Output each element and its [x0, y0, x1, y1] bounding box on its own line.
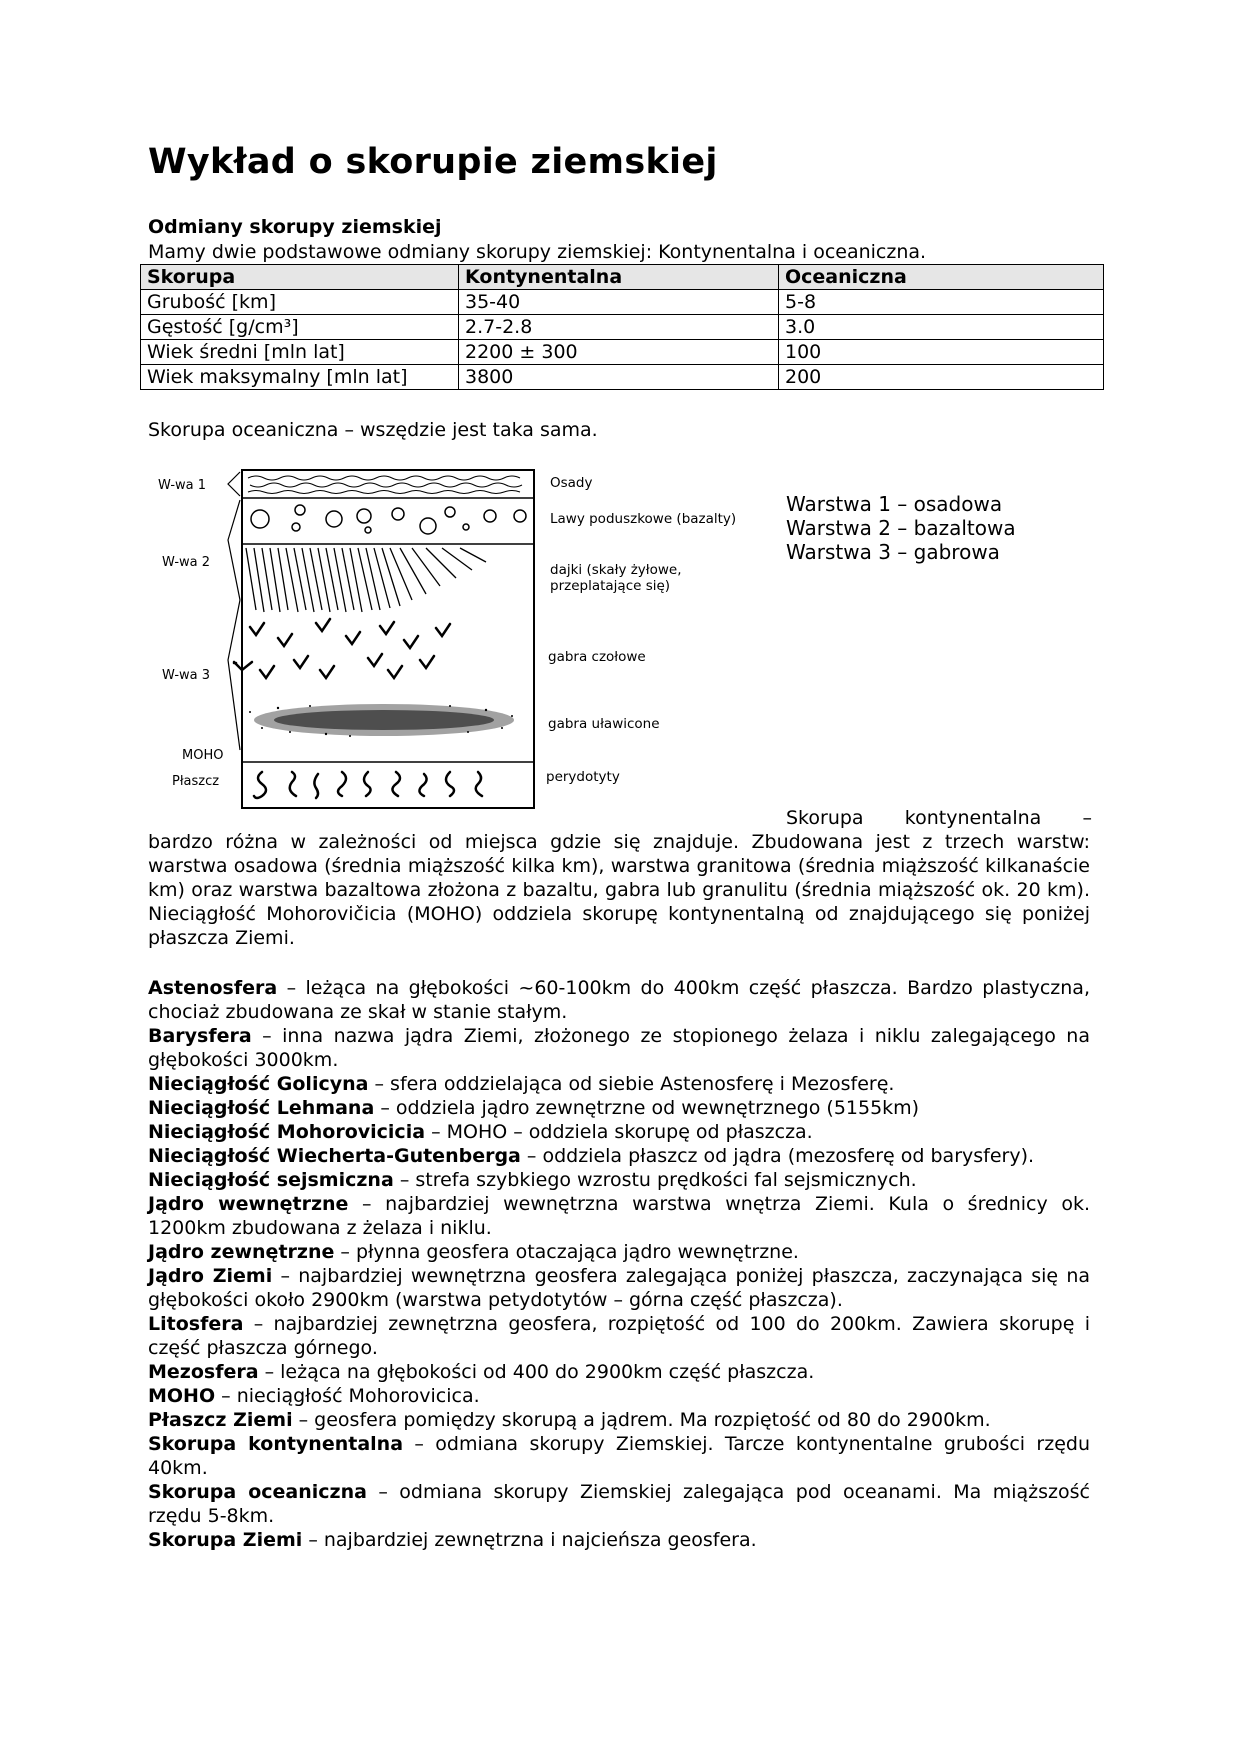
glossary-entry: [148, 1240, 1090, 1264]
table-header-row: [141, 265, 1104, 290]
glossary-definition: – oddziela jądro zewnętrzne od wewnętrznego (5155km): [374, 1097, 920, 1119]
table-row: [141, 365, 1104, 390]
glossary-definition: – najbardziej wewnętrzna warstwa wnętrza Ziemi. Kula o średnicy ok. 1200km zbudowana z żelaza i niklu.: [148, 1193, 1090, 1239]
continental-head-word: kontynentalna: [904, 807, 1042, 829]
glossary-term: Nieciągłość Mohorovicicia: [148, 1121, 426, 1143]
glossary-entry: [148, 1024, 1090, 1072]
table-cell: 3.0: [779, 315, 1104, 340]
table-header-cell: Skorupa: [141, 265, 459, 290]
glossary-term: Skorupa Ziemi: [148, 1529, 303, 1551]
table-header-cell: Kontynentalna: [459, 265, 779, 290]
table-cell: 2.7-2.8: [459, 315, 779, 340]
table-cell: 5-8: [779, 290, 1104, 315]
glossary-definition: – geosfera pomiędzy skorupą a jądrem. Ma rozpiętość od 80 do 2900km.: [292, 1409, 991, 1431]
continental-crust-heading: [786, 806, 1092, 830]
glossary-entry: [148, 1480, 1090, 1528]
crust-comparison-table: [140, 264, 1104, 390]
glossary-entry: [148, 1096, 1090, 1120]
glossary-entry: [148, 1192, 1090, 1240]
glossary-definition: – odmiana skorupy Ziemskiej. Tarcze kontynentalne grubości rzędu 40km.: [148, 1433, 1090, 1479]
glossary-definition: – strefa szybkiego wzrostu prędkości fal sejsmicznych.: [393, 1169, 917, 1191]
glossary-term: Jądro Ziemi: [148, 1265, 273, 1287]
glossary-definition: – leżąca na głębokości od 400 do 2900km część płaszcza.: [258, 1361, 815, 1383]
glossary-term: Mezosfera: [148, 1361, 259, 1383]
glossary-term: Nieciągłość sejsmiczna: [148, 1169, 394, 1191]
glossary-definition: – najbardziej wewnętrzna geosfera zalegająca poniżej płaszcza, zaczynająca się na głębokości około 2900km (warstwa petydotytów – górna część płaszcza).: [148, 1265, 1091, 1311]
glossary-definition: – odmiana skorupy Ziemskiej zalegająca pod oceanami. Ma miąższość rzędu 5-8km.: [148, 1481, 1090, 1527]
glossary-entry: [148, 1168, 1090, 1192]
document-title: Wykład o skorupie ziemskiej: [148, 142, 718, 182]
oceanic-crust-statement: Skorupa oceaniczna – wszędzie jest taka sama.: [148, 419, 598, 441]
section-intro: Mamy dwie podstawowe odmiany skorupy ziemskiej: Kontynentalna i oceaniczna.: [148, 241, 927, 263]
glossary-term: Nieciągłość Wiecherta-Gutenberga: [148, 1145, 521, 1167]
table-row: [141, 315, 1104, 340]
glossary-entry: [148, 1120, 1090, 1144]
diagram-label-moho: MOHO: [182, 748, 224, 763]
diagram-label-layered-gabbro: gabra uławicone: [548, 716, 660, 732]
glossary-entry: [148, 1072, 1090, 1096]
table-cell: 35-40: [459, 290, 779, 315]
diagram-label-upper-gabbro: gabra czołowe: [548, 649, 646, 665]
peridotite-layer: [254, 772, 482, 798]
table-cell: 2200 ± 300: [459, 340, 779, 365]
glossary-term: Skorupa kontynentalna: [148, 1433, 404, 1455]
glossary-entry: [148, 976, 1090, 1024]
table-header-cell: Oceaniczna: [779, 265, 1104, 290]
glossary-term: Skorupa oceaniczna: [148, 1481, 367, 1503]
glossary-definition: – leżąca na głębokości ~60-100km do 400km część płaszcza. Bardzo plastyczna, chociaż zbudowana ze skał w stanie stałym.: [148, 977, 1090, 1023]
diagram-label-peridotites: perydotyty: [546, 769, 620, 785]
layer-note: Warstwa 2 – bazaltowa: [786, 516, 1016, 540]
diagram-label-dikes-line2: przeplatające się): [550, 578, 671, 594]
continental-head-word: Skorupa: [786, 807, 864, 829]
table-cell: Wiek maksymalny [mln lat]: [141, 365, 459, 390]
layer-note: Warstwa 1 – osadowa: [786, 492, 1003, 516]
glossary-entry: [148, 1264, 1090, 1312]
table-row: [141, 290, 1104, 315]
glossary-entry: [148, 1360, 1090, 1384]
glossary-definition: – oddziela płaszcz od jądra (mezosferę od barysfery).: [520, 1145, 1035, 1167]
glossary-term: Jądro zewnętrzne: [148, 1241, 335, 1263]
diagram-label-layer3: W-wa 3: [162, 668, 211, 683]
diagram-label-dikes-line1: dajki (skały żyłowe,: [550, 562, 682, 578]
glossary-term: Barysfera: [148, 1025, 252, 1047]
glossary-definition: – nieciągłość Mohorovicica.: [215, 1385, 480, 1407]
glossary-entry: [148, 1408, 1090, 1432]
pillow-lava-layer: [251, 505, 526, 534]
layer-note: Warstwa 3 – gabrowa: [786, 540, 1000, 564]
glossary-entry: [148, 1312, 1090, 1360]
continental-head-dash: –: [1082, 807, 1092, 829]
oceanic-crust-diagram: [150, 460, 760, 810]
glossary-definition: – najbardziej zewnętrzna i najcieńsza geosfera.: [302, 1529, 757, 1551]
glossary-term: Płaszcz Ziemi: [148, 1409, 293, 1431]
table-cell: Grubość [km]: [141, 290, 459, 315]
continental-crust-description: bardzo różna w zależności od miejsca gdzie się znajduje. Zbudowana jest z trzech warstw: warstwa osadowa (średnia miąższość kilka km), warstwa granitowa (średnia miąższość kilkanaście km) oraz warstwa bazaltowa złożona z bazaltu, gabra lub granulitu (średnia miąższość ok. 20 km). Nieciągłość Mohorovičicia (MOHO) oddziela skorupę kontynentalną od znajdującego się poniżej płaszcza Ziemi.: [148, 831, 1090, 949]
section-heading: Odmiany skorupy ziemskiej: [148, 216, 442, 238]
table-cell: Gęstość [g/cm³]: [141, 315, 459, 340]
glossary-term: MOHO: [148, 1385, 216, 1407]
glossary-term: Jądro wewnętrzne: [148, 1193, 349, 1215]
diagram-label-layer1: W-wa 1: [158, 478, 207, 493]
glossary: [148, 976, 1090, 1552]
glossary-term: Litosfera: [148, 1313, 244, 1335]
table-cell: 3800: [459, 365, 779, 390]
sheeted-dikes-layer: [246, 548, 486, 612]
diagram-label-sediments: Osady: [550, 475, 593, 491]
glossary-term: Nieciągłość Golicyna: [148, 1073, 369, 1095]
glossary-definition: – sfera oddzielająca od siebie Astenosferę i Mezosferę.: [368, 1073, 895, 1095]
glossary-definition: – inna nazwa jądra Ziemi, złożonego ze stopionego żelaza i niklu zalegającego na głębokości 3000km.: [148, 1025, 1090, 1071]
sediment-layer: [248, 476, 522, 494]
glossary-entry: [148, 1144, 1090, 1168]
diagram-label-mantle: Płaszcz: [172, 774, 220, 789]
table-cell: 200: [779, 365, 1104, 390]
glossary-definition: – MOHO – oddziela skorupę od płaszcza.: [425, 1121, 813, 1143]
table-row: [141, 340, 1104, 365]
glossary-entry: [148, 1432, 1090, 1480]
table-cell: Wiek średni [mln lat]: [141, 340, 459, 365]
diagram-label-layer2: W-wa 2: [162, 555, 211, 570]
glossary-term: Nieciągłość Lehmana: [148, 1097, 375, 1119]
table-cell: 100: [779, 340, 1104, 365]
glossary-definition: – najbardziej zewnętrzna geosfera, rozpiętość od 100 do 200km. Zawiera skorupę i część płaszcza górnego.: [148, 1313, 1090, 1359]
glossary-definition: – płynna geosfera otaczająca jądro wewnętrzne.: [334, 1241, 799, 1263]
diagram-label-pillow-lavas: Lawy poduszkowe (bazalty): [550, 511, 737, 527]
diagram-frame: [242, 470, 534, 808]
glossary-entry: [148, 1384, 1090, 1408]
layer-notes: [786, 492, 1016, 564]
glossary-entry: [148, 1528, 1090, 1552]
gabbro-layer: [234, 619, 450, 678]
layered-gabbro-band: [249, 704, 514, 737]
glossary-term: Astenosfera: [148, 977, 278, 999]
